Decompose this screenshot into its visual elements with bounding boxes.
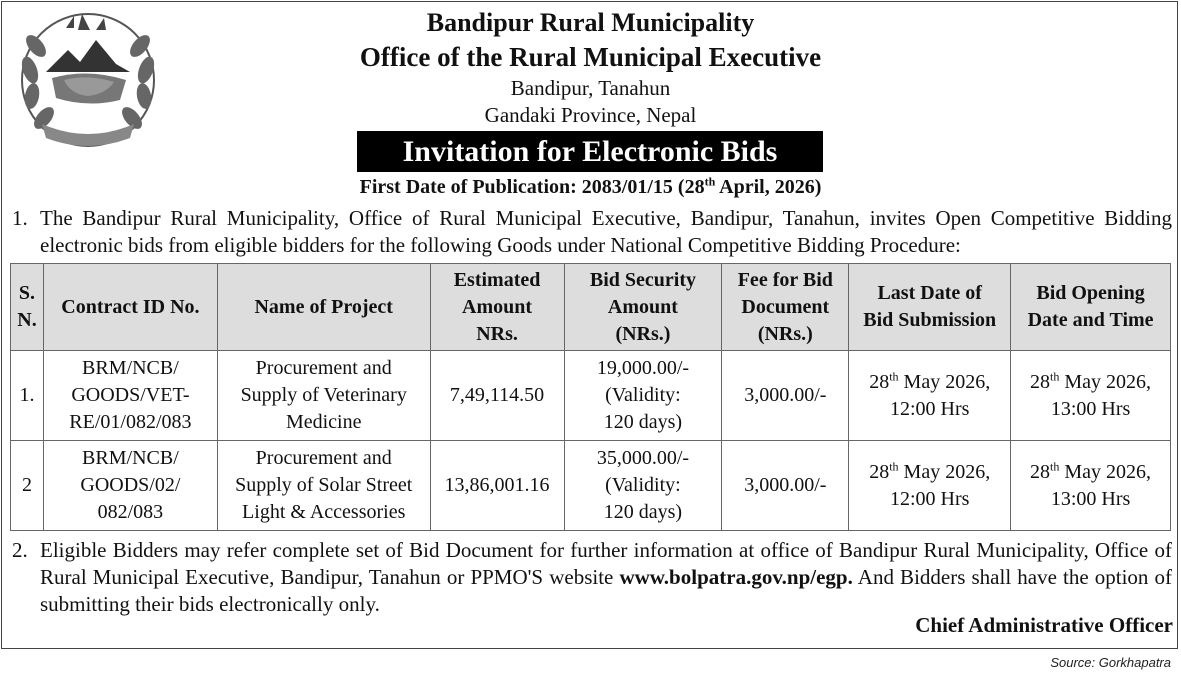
col-header-bid-security: Bid Security Amount (NRs.)	[564, 264, 722, 351]
office-name: Office of the Rural Municipal Executive	[359, 42, 822, 72]
cell-project: Procurement and Supply of Solar Street Light & Accessories	[217, 441, 430, 531]
col-header-fee: Fee for Bid Document (NRs.)	[722, 264, 849, 351]
cell-bid-security: 19,000.00/- (Validity: 120 days)	[564, 351, 722, 441]
address-line-1: Bandipur, Tanahun	[510, 76, 671, 100]
cell-contract-id: BRM/NCB/ GOODS/VET- RE/01/082/083	[43, 351, 217, 441]
notice-title-banner: Invitation for Electronic Bids	[357, 131, 823, 172]
paragraph-1	[12, 205, 1172, 259]
col-header-last-date: Last Date of Bid Submission	[849, 264, 1011, 351]
source-credit: Source: Gorkhapatra	[1050, 655, 1171, 670]
paragraph-number: 2.	[12, 538, 28, 562]
cell-last-date: 28th May 2026, 12:00 Hrs	[849, 441, 1011, 531]
signature-title: Chief Administrative Officer	[915, 613, 1173, 637]
paragraph-text: Eligible Bidders may refer complete set of Bid Document for further information at office of Bandipur Rural Municipality, Office of Rural Municipal Executive, Bandipur, Tanahun or PPMO'S website www.bolpatra.gov.np/egp. And Bidders shall have the option of submitting their bids electronically only.	[40, 538, 1173, 616]
table-row	[11, 351, 1171, 441]
table-header-row	[11, 264, 1171, 351]
cell-estimated: 13,86,001.16	[430, 441, 564, 531]
cell-estimated: 7,49,114.50	[430, 351, 564, 441]
table-row	[11, 441, 1171, 531]
bid-table	[10, 263, 1171, 531]
col-header-project: Name of Project	[217, 264, 430, 351]
website-link[interactable]: www.bolpatra.gov.np/egp.	[619, 565, 853, 589]
col-header-estimated: Estimated Amount NRs.	[430, 264, 564, 351]
paragraph-number: 1.	[12, 206, 28, 230]
cell-contract-id: BRM/NCB/ GOODS/02/ 082/083	[43, 441, 217, 531]
col-header-contract-id: Contract ID No.	[43, 264, 217, 351]
cell-opening: 28th May 2026, 13:00 Hrs	[1011, 351, 1171, 441]
col-header-sn: S. N.	[11, 264, 44, 351]
cell-opening: 28th May 2026, 13:00 Hrs	[1011, 441, 1171, 531]
cell-fee: 3,000.00/-	[722, 441, 849, 531]
cell-bid-security: 35,000.00/- (Validity: 120 days)	[564, 441, 722, 531]
cell-project: Procurement and Supply of Veterinary Medicine	[217, 351, 430, 441]
cell-sn: 2	[11, 441, 44, 531]
org-name: Bandipur Rural Municipality	[426, 8, 755, 37]
publication-date: First Date of Publication: 2083/01/15 (28th April, 2026)	[359, 174, 822, 198]
paragraph-2	[12, 537, 1172, 618]
cell-sn: 1.	[11, 351, 44, 441]
paragraph-text: The Bandipur Rural Municipality, Office of Rural Municipal Executive, Bandipur, Tanahun, invites Open Competitive Bidding electronic bids from eligible bidders for the following Goods under National Competitive Bidding Procedure:	[40, 206, 1172, 257]
address-line-2: Gandaki Province, Nepal	[484, 103, 697, 127]
cell-last-date: 28th May 2026, 12:00 Hrs	[849, 351, 1011, 441]
col-header-opening: Bid Opening Date and Time	[1011, 264, 1171, 351]
cell-fee: 3,000.00/-	[722, 351, 849, 441]
